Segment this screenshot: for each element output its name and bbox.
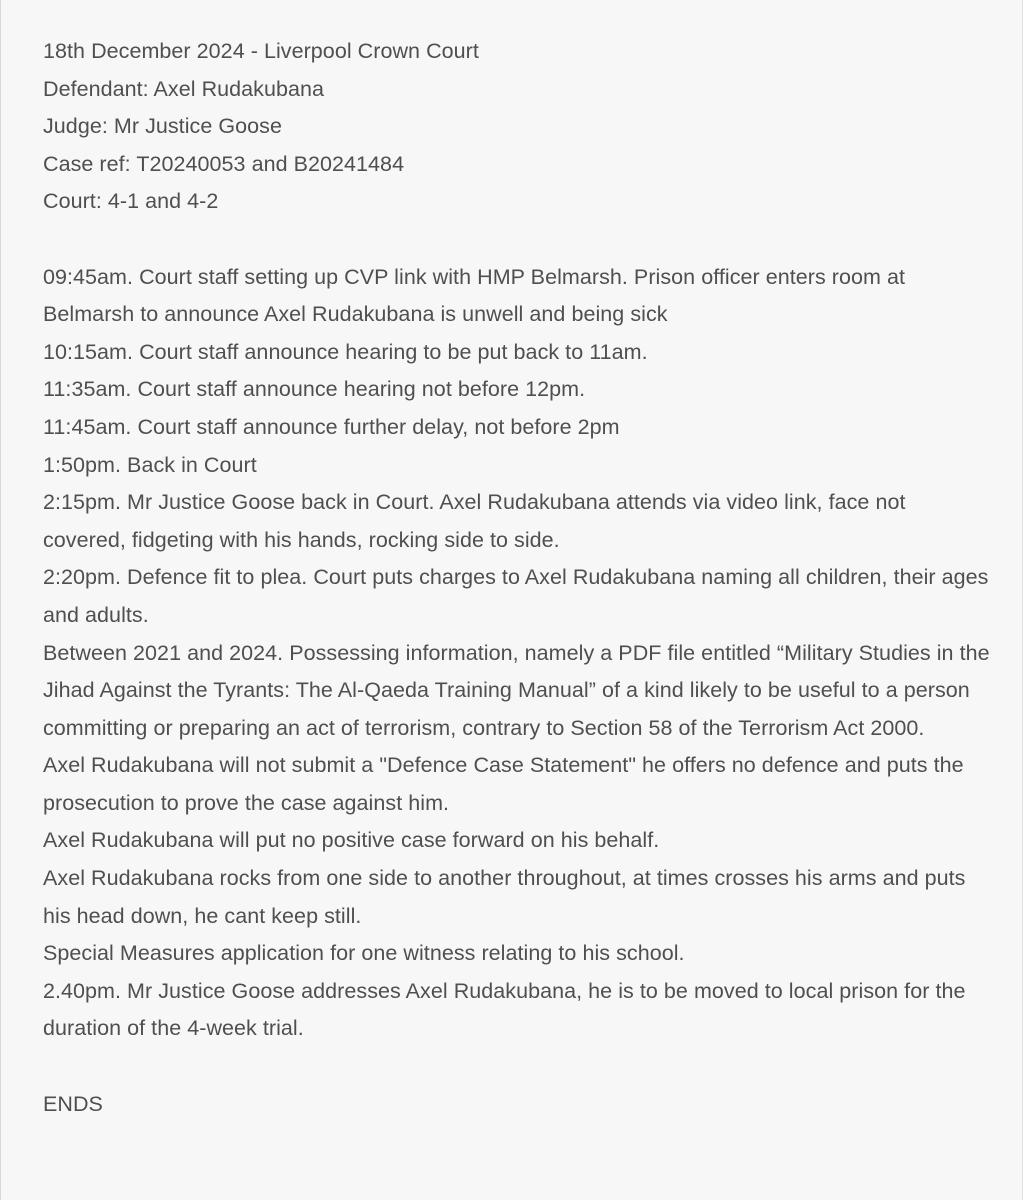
blank-line (43, 221, 993, 259)
defence-statement-paragraph: Axel Rudakubana will not submit a "Defence Case Statement" he offers no defence and puts the prosecution to prove the case against him. (43, 753, 964, 815)
entry-1440: 2.40pm. Mr Justice Goose addresses Axel Rudakubana, he is to be moved to local prison for the duration of the 4-week trial. (43, 978, 966, 1041)
positive-case-paragraph: Axel Rudakubana will put no positive case forward on his behalf. (43, 828, 660, 853)
entry-0945: 09:45am. Court staff setting up CVP link with HMP Belmarsh. Prison officer enters room at Belmarsh to announce Axel Rudakubana is unwell and being sick (43, 264, 906, 327)
case-ref-line: Case ref: T20240053 and B20241484 (43, 151, 405, 176)
judge-line: Judge: Mr Justice Goose (43, 114, 282, 139)
date-location-line: 18th December 2024 - Liverpool Crown Court (43, 39, 479, 63)
entry-1415: 2:15pm. Mr Justice Goose back in Court. Axel Rudakubana attends via video link, face not covered, fidgeting with his hands, rocking side to side. (43, 490, 906, 552)
behaviour-paragraph: Axel Rudakubana rocks from one side to another throughout, at times crosses his arms and puts his head down, he cant keep still. (43, 866, 966, 928)
entry-1420: 2:20pm. Defence fit to plea. Court puts charges to Axel Rudakubana naming all children, their ages and adults. (43, 565, 989, 627)
ends-label: ENDS (43, 1091, 103, 1116)
entry-1015: 10:15am. Court staff announce hearing to be put back to 11am. (43, 339, 648, 364)
defendant-line: Defendant: Axel Rudakubana (43, 76, 325, 101)
entry-1135: 11:35am. Court staff announce hearing not before 12pm. (43, 377, 586, 402)
charge-paragraph: Between 2021 and 2024. Possessing information, namely a PDF file entitled “Military Studies in the Jihad Against the Tyrants: The Al-Qaeda Training Manual” of a kind likely to be useful to a person committing or preparing an act of terrorism, contrary to Section 58 of the Terrorism Act 2000. (43, 640, 990, 740)
court-room-line: Court: 4-1 and 4-2 (43, 189, 219, 214)
blank-line (43, 1048, 993, 1086)
entry-1350: 1:50pm. Back in Court (43, 452, 257, 477)
entry-1145: 11:45am. Court staff announce further delay, not before 2pm (43, 414, 620, 439)
court-notes (43, 33, 993, 1123)
special-measures-paragraph: Special Measures application for one witness relating to his school. (43, 941, 685, 966)
